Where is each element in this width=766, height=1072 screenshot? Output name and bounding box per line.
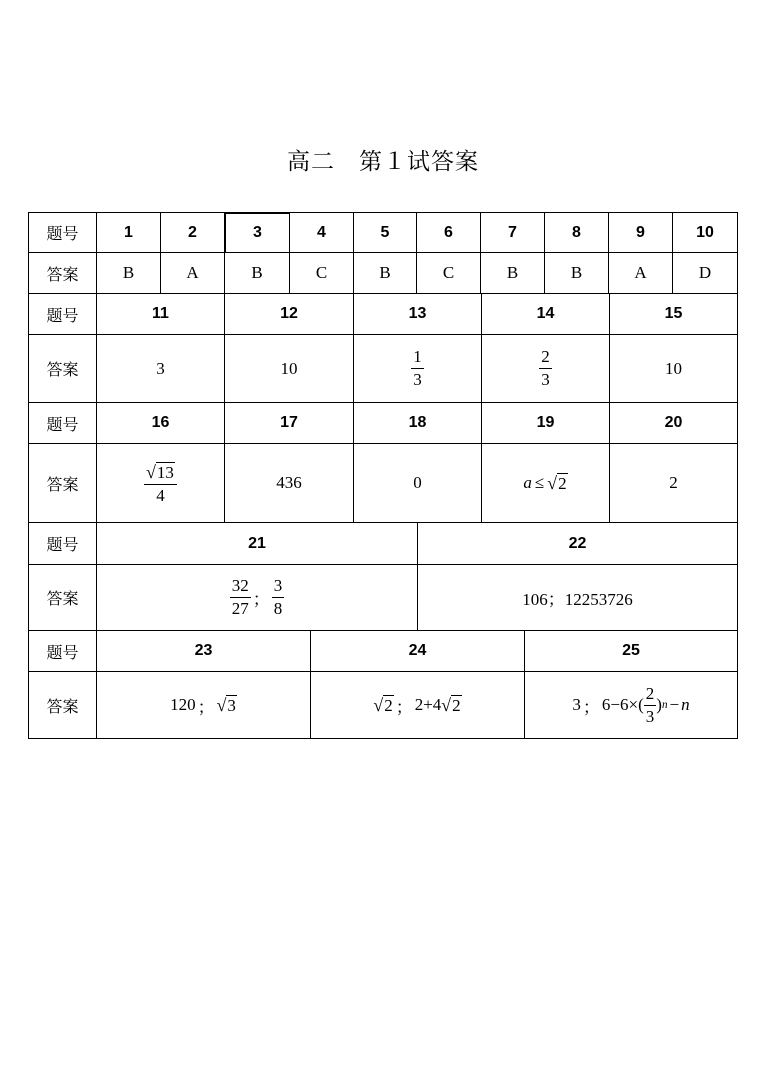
denominator: 3 <box>541 370 550 389</box>
question-number: 1 <box>97 213 161 253</box>
radical-sign-icon: √ <box>146 461 156 482</box>
question-number: 21 <box>97 523 418 565</box>
denominator: 8 <box>273 599 283 618</box>
fraction <box>644 685 657 726</box>
expression: 6−6×( <box>601 695 644 714</box>
radical-sign-icon: √ <box>547 473 558 494</box>
numerator: 2 <box>644 685 657 706</box>
question-number: 18 <box>354 403 482 444</box>
value: 120 <box>170 695 196 714</box>
answer-value: B <box>354 253 417 294</box>
question-number: 6 <box>417 213 481 253</box>
question-number: 3 <box>225 213 290 253</box>
answer-label: 答案 <box>29 565 97 631</box>
answer-value <box>97 565 418 631</box>
answer-table <box>28 212 738 739</box>
answer-value: 10 <box>610 335 737 403</box>
denominator: 4 <box>156 485 165 505</box>
answer-value <box>311 672 525 738</box>
answer-value <box>97 444 225 523</box>
answer-value: B <box>97 253 161 294</box>
square-root <box>547 473 567 493</box>
answer-label: 答案 <box>29 444 97 523</box>
exponent: n <box>661 699 668 711</box>
answer-value: 10 <box>225 335 354 403</box>
question-number: 10 <box>673 213 737 253</box>
question-number: 24 <box>311 631 525 672</box>
question-number: 4 <box>290 213 354 253</box>
fraction <box>272 577 285 618</box>
answer-label: 答案 <box>29 253 97 294</box>
variable: n <box>681 695 690 714</box>
question-number: 19 <box>482 403 610 444</box>
answer-value: D <box>673 253 737 294</box>
answer-value: 106；12253726 <box>418 565 737 631</box>
answer-value: B <box>481 253 545 294</box>
question-number: 2 <box>161 213 225 253</box>
numerator <box>144 462 177 485</box>
question-label: 题号 <box>29 403 97 444</box>
answer-value: 3 <box>97 335 225 403</box>
square-root <box>146 462 175 482</box>
radicand: 3 <box>227 696 236 716</box>
question-number: 9 <box>609 213 673 253</box>
close-paren: ) <box>656 695 662 714</box>
fraction <box>144 462 177 505</box>
operator: − <box>669 695 680 714</box>
square-root <box>217 695 237 715</box>
radical-sign-icon: √ <box>441 695 452 716</box>
question-number: 23 <box>97 631 311 672</box>
answer-value: C <box>417 253 481 294</box>
answer-value: B <box>225 253 290 294</box>
answer-value: A <box>609 253 673 294</box>
answer-value <box>482 335 610 403</box>
square-root <box>441 695 461 715</box>
radicand: 2 <box>452 696 461 716</box>
question-number: 20 <box>610 403 737 444</box>
page-title: 高二 第１试答案 <box>287 149 479 175</box>
question-number: 12 <box>225 294 354 335</box>
question-number: 16 <box>97 403 225 444</box>
answer-value <box>354 335 482 403</box>
answer-value: 2 <box>610 444 737 523</box>
numerator: 1 <box>411 348 424 369</box>
denominator: 3 <box>413 370 422 389</box>
question-number: 14 <box>482 294 610 335</box>
question-label: 题号 <box>29 213 97 253</box>
relation-symbol: ≤ <box>534 473 545 492</box>
question-number: 15 <box>610 294 737 335</box>
radical-sign-icon: √ <box>373 695 384 716</box>
question-number: 7 <box>481 213 545 253</box>
answer-value <box>482 444 610 523</box>
numerator: 32 <box>230 577 251 598</box>
answer-value: 0 <box>354 444 482 523</box>
question-number: 22 <box>418 523 737 565</box>
separator: ； <box>252 590 270 609</box>
question-label: 题号 <box>29 631 97 672</box>
question-number: 5 <box>354 213 417 253</box>
numerator: 2 <box>539 348 552 369</box>
variable: a <box>523 473 532 492</box>
answer-value: C <box>290 253 354 294</box>
value: 2+4 <box>414 695 442 714</box>
value: 3 <box>572 695 581 714</box>
question-number: 11 <box>97 294 225 335</box>
answer-value <box>525 672 737 738</box>
question-number: 8 <box>545 213 609 253</box>
radicand: 2 <box>384 696 393 716</box>
radicand: 13 <box>156 462 174 482</box>
separator: ； <box>395 697 413 717</box>
separator: ； <box>582 697 600 717</box>
radical-sign-icon: √ <box>216 695 227 716</box>
question-label: 题号 <box>29 523 97 565</box>
answer-value: B <box>545 253 609 294</box>
radicand: 2 <box>558 474 567 494</box>
question-number: 17 <box>225 403 354 444</box>
separator: ； <box>197 697 215 717</box>
answer-label: 答案 <box>29 672 97 738</box>
answer-value: A <box>161 253 225 294</box>
fraction <box>230 577 251 618</box>
denominator: 3 <box>645 706 655 726</box>
answer-label: 答案 <box>29 335 97 403</box>
answer-value: 436 <box>225 444 354 523</box>
fraction <box>539 348 552 389</box>
denominator: 27 <box>231 599 249 618</box>
answer-value <box>97 672 311 738</box>
question-number: 25 <box>525 631 737 672</box>
square-root <box>373 695 393 715</box>
numerator: 3 <box>272 577 285 598</box>
question-number: 13 <box>354 294 482 335</box>
question-label: 题号 <box>29 294 97 335</box>
fraction <box>411 348 424 389</box>
